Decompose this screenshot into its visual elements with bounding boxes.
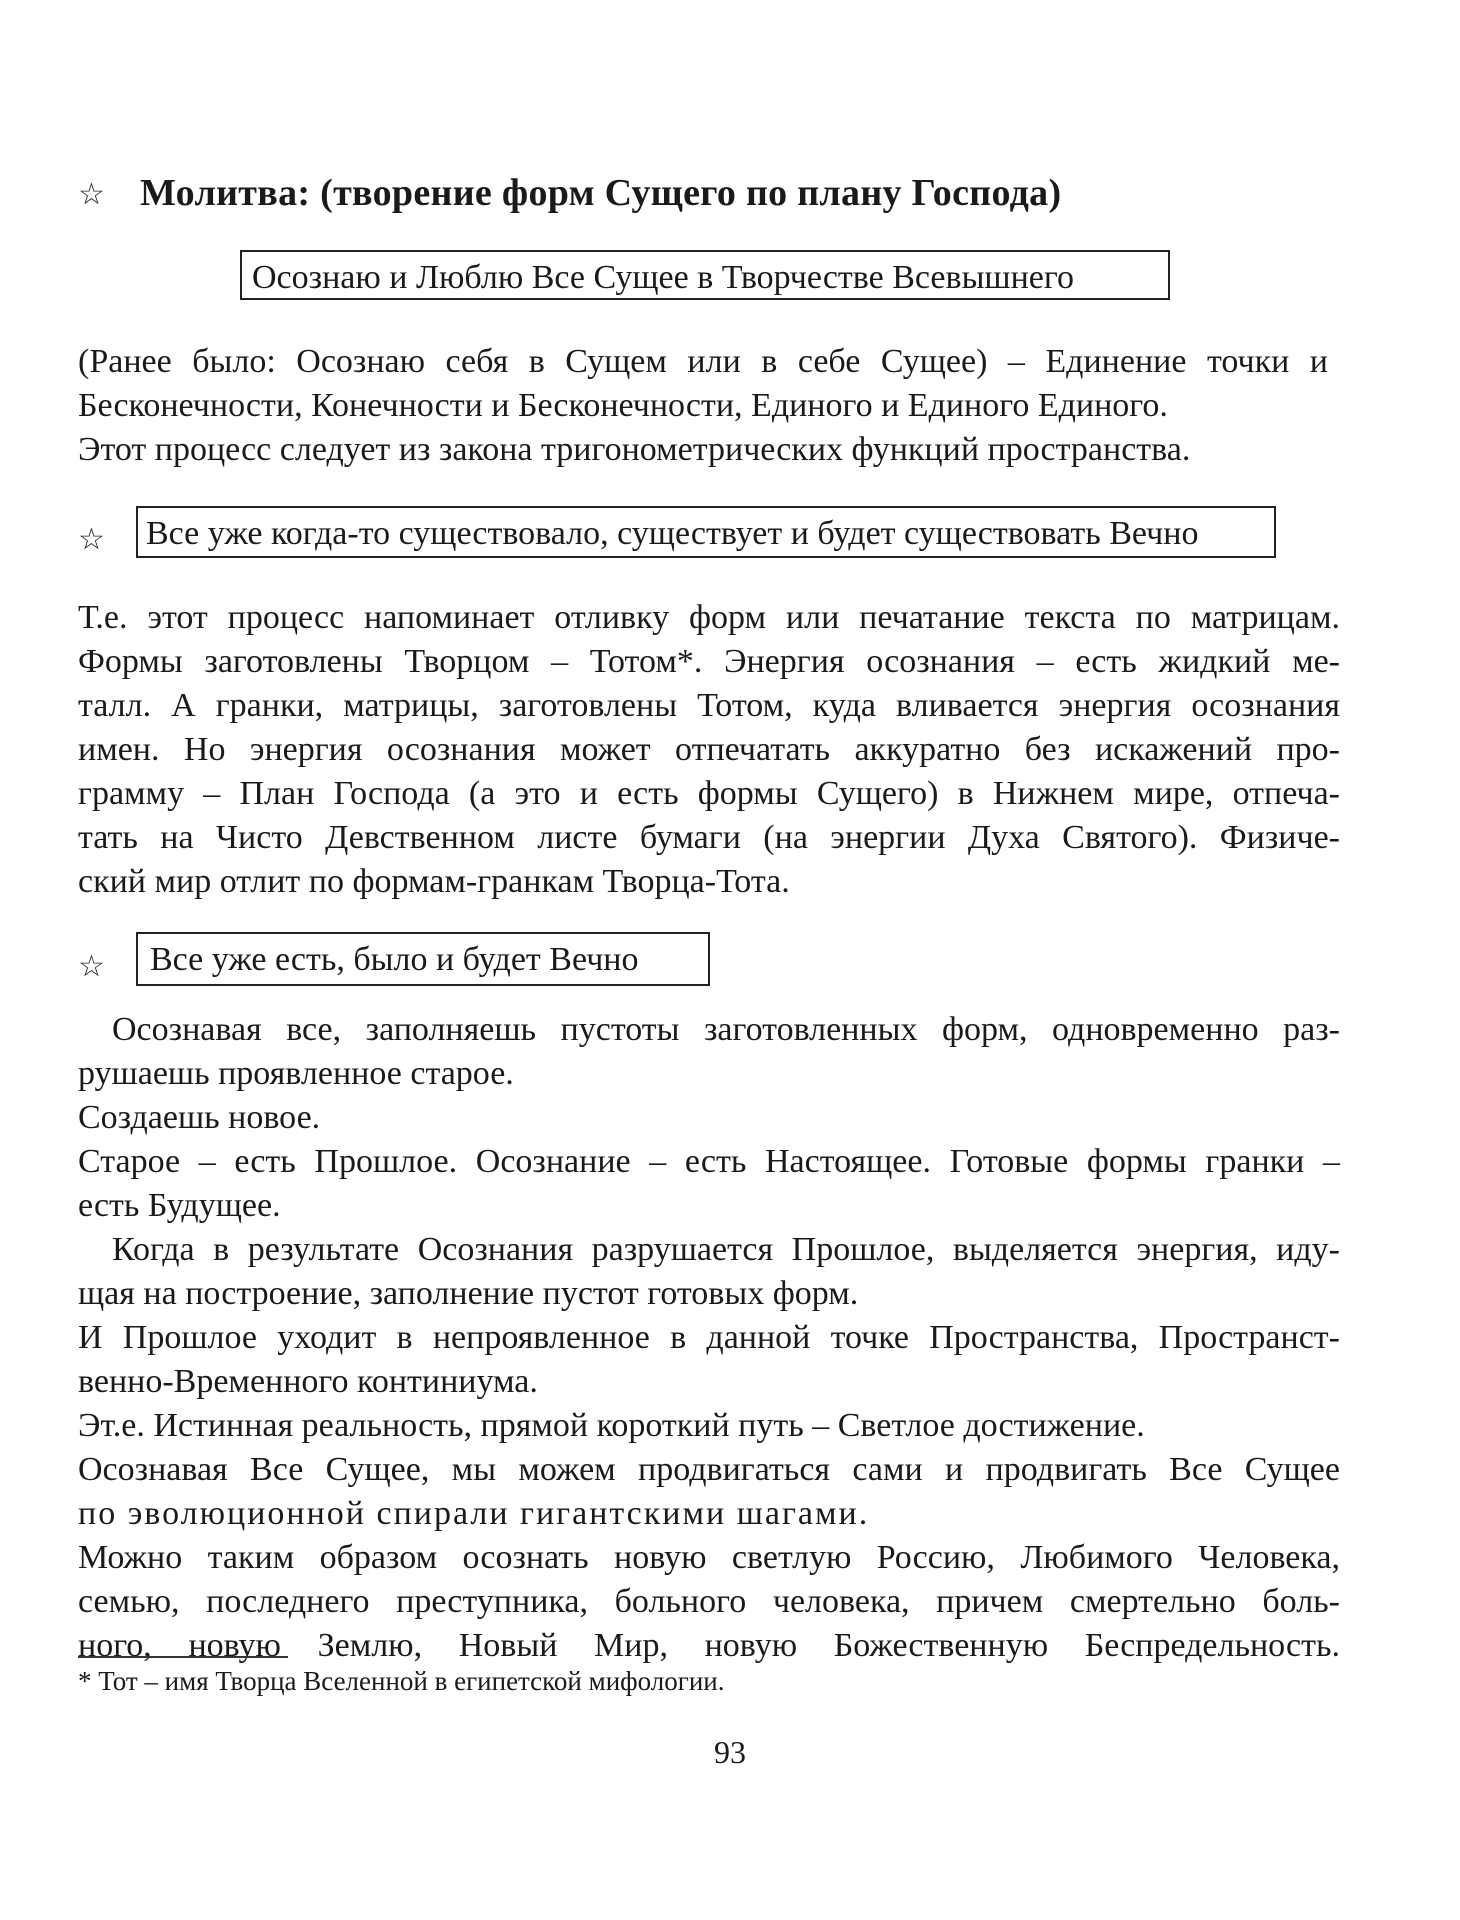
text-line: Бесконечности, Конечности и Бесконечности, Единого и Единого Единого. (78, 387, 1168, 424)
text-line: рушаешь проявленное старое. (78, 1055, 514, 1092)
affirmation-box-2: Все уже когда-то существовало, существует и будет существовать Вечно (136, 506, 1276, 558)
text-line: щая на построение, заполнение пустот готовых форм. (78, 1275, 859, 1312)
text-line: ский мир отлит по формам-гранкам Творца-Тота. (78, 863, 790, 900)
text-line: тать на Чисто Девственном листе бумаги (на энергии Духа Святого). Физиче- (78, 819, 1340, 856)
paragraph-1 (78, 340, 1328, 472)
text-line: талл. А гранки, матрицы, заготовлены Тотом, куда вливается энергия осознания (78, 687, 1340, 724)
footnote-divider (78, 1656, 288, 1658)
text-line: Старое – есть Прошлое. Осознание – есть Настоящее. Готовые формы гранки – (78, 1143, 1340, 1180)
text-line: И Прошлое уходит в непроявленное в данной точке Пространства, Пространст- (78, 1319, 1340, 1356)
text-line: грамму – План Господа (а это и есть формы Сущего) в Нижнем мире, отпеча- (78, 775, 1340, 812)
text-line: Формы заготовлены Творцом – Тотом*. Энергия осознания – есть жидкий ме- (78, 643, 1340, 680)
star-icon: ☆ (78, 177, 105, 212)
text-line: Этот процесс следует из закона тригонометрических функций пространства. (78, 431, 1191, 468)
footnote: * Тот – имя Творца Вселенной в египетской мифологии. (78, 1666, 725, 1696)
text-line: Осознавая Все Сущее, мы можем продвигаться сами и продвигать Все Сущее (78, 1451, 1340, 1488)
text-line: есть Будущее. (78, 1187, 281, 1224)
text-line: семью, последнего преступника, больного человека, причем смертельно боль- (78, 1583, 1340, 1620)
text-line: по эволюционной спирали гигантскими шагами. (78, 1495, 870, 1532)
star-icon: ☆ (78, 522, 105, 557)
prayer-heading: Молитва: (творение форм Сущего по плану Господа) (140, 172, 1062, 214)
text-line: Можно таким образом осознать новую светлую Россию, Любимого Человека, (78, 1539, 1340, 1576)
text-line: Создаешь новое. (78, 1099, 321, 1136)
page-number: 93 (714, 1734, 746, 1770)
paragraph-3 (78, 1008, 1340, 1668)
text-line: Когда в результате Осознания разрушается Прошлое, выделяется энергия, иду- (112, 1231, 1340, 1268)
affirmation-box-1: Осознаю и Люблю Все Сущее в Творчестве Всевышнего (240, 250, 1170, 300)
star-icon: ☆ (78, 949, 105, 984)
text-line: венно-Временного континиума. (78, 1363, 538, 1400)
text-line: имен. Но энергия осознания может отпечатать аккуратно без искажений про- (78, 731, 1340, 768)
paragraph-2 (78, 596, 1340, 904)
text-line: Эт.е. Истинная реальность, прямой короткий путь – Светлое достижение. (78, 1407, 1145, 1444)
affirmation-box-3: Все уже есть, было и будет Вечно (136, 932, 710, 986)
text-line: Осознавая все, заполняешь пустоты заготовленных форм, одновременно раз- (112, 1011, 1340, 1048)
text-line: ного, новую Землю, Новый Мир, новую Божественную Беспредельность. (78, 1627, 1340, 1664)
text-line: Т.е. этот процесс напоминает отливку форм или печатание текста по матрицам. (78, 599, 1340, 636)
text-line: (Ранее было: Осознаю себя в Сущем или в себе Сущее) – Единение точки и (78, 343, 1328, 380)
